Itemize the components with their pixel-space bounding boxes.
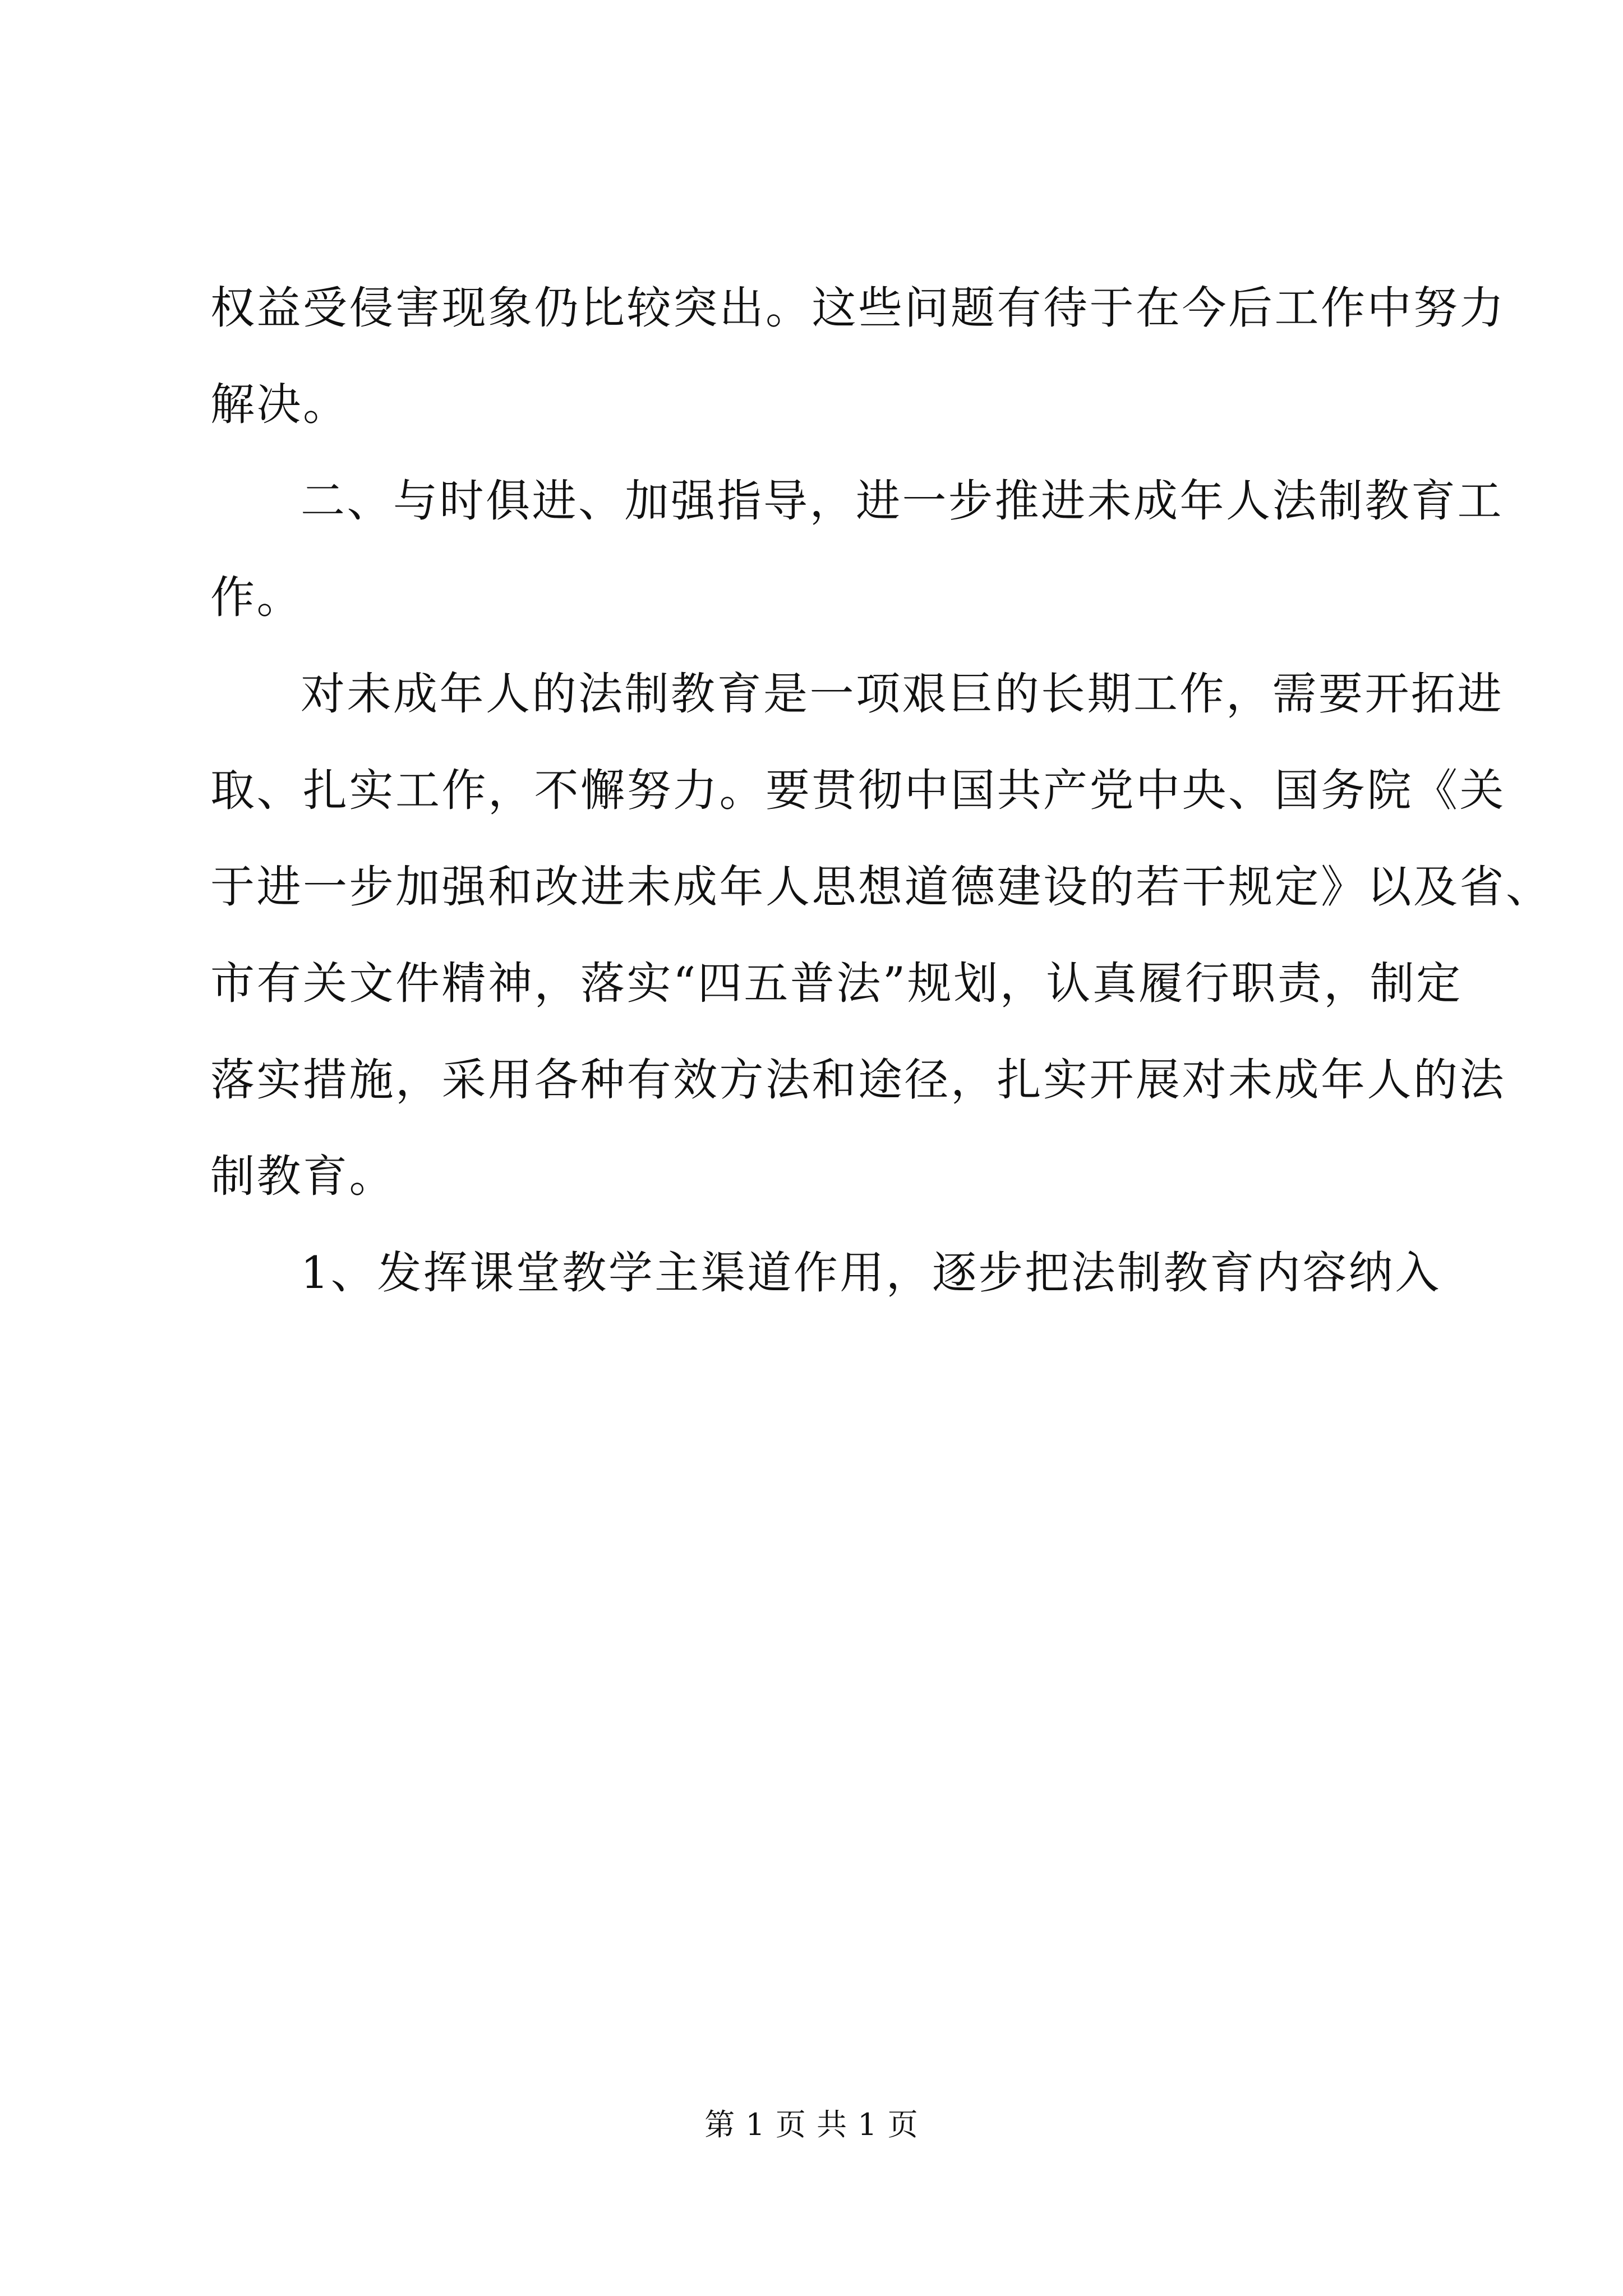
- page-number-footer: 第 1 页 共 1 页: [704, 2107, 919, 2142]
- text-line: 市有关文件精神，落实“四五普法”规划，认真履行职责，制定: [210, 958, 1463, 1009]
- text-line: 取、扎实工作，不懈努力。要贯彻中国共产党中央、国务院《关: [210, 765, 1506, 816]
- text-line: 对未成年人的法制教育是一项艰巨的长期工作，需要开拓进: [301, 668, 1504, 720]
- document-body: [210, 282, 1552, 1347]
- list-item-1: [210, 1247, 1441, 1299]
- paragraph-continuation: [210, 282, 1506, 430]
- section-heading-2: [210, 475, 1504, 623]
- text-line: 解决。: [210, 379, 349, 430]
- text-line: 于进一步加强和改进未成年人思想道德建设的若干规定》以及省、: [210, 861, 1552, 913]
- text-line: 作。: [210, 572, 303, 623]
- paragraph-body: [210, 668, 1552, 1202]
- text-line: 落实措施，采用各种有效方法和途径，扎实开展对未成年人的法: [210, 1054, 1506, 1106]
- text-line: 制教育。: [210, 1151, 395, 1202]
- text-line: 二、与时俱进、加强指导，进一步推进未成年人法制教育工: [301, 475, 1504, 527]
- text-line: 权益受侵害现象仍比较突出。这些问题有待于在今后工作中努力: [210, 282, 1506, 334]
- text-line: 1、发挥课堂教学主渠道作用，逐步把法制教育内容纳入: [301, 1247, 1441, 1299]
